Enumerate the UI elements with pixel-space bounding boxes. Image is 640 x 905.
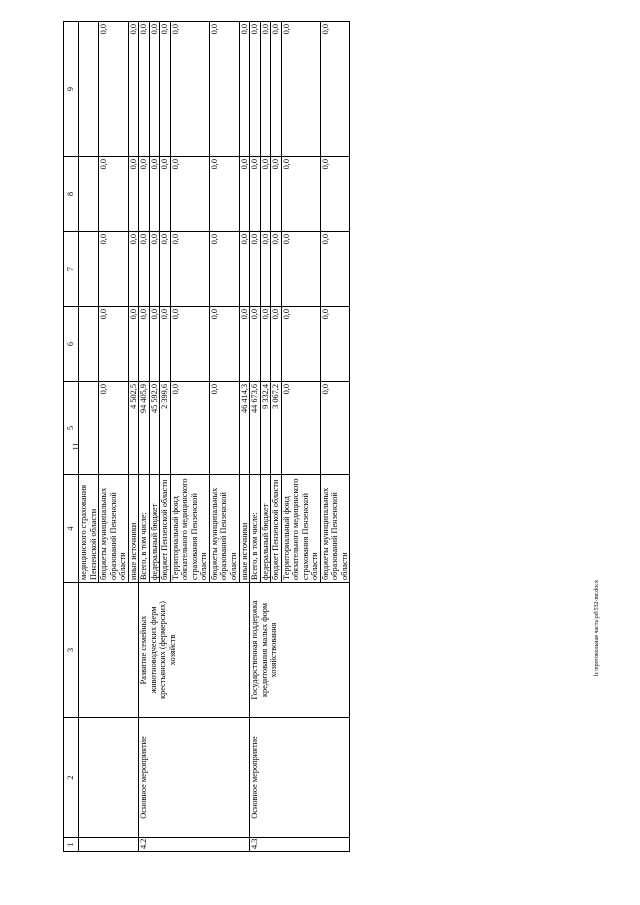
value-col-9: 0,0 [149,22,160,157]
value-col-5: 3 067,2 [271,382,282,475]
value-col-7 [79,232,99,307]
value-col-7: 0,0 [209,232,239,307]
value-col-9: 0,0 [139,22,150,157]
source-cell: бюджеты муниципальных образований Пензенской области [209,475,239,583]
value-col-5: 0,0 [170,382,209,475]
column-number-row [64,22,79,852]
value-col-9: 0,0 [271,22,282,157]
value-col-5: 0,0 [281,382,320,475]
table-row [250,22,261,852]
col-num-3: 3 [64,583,79,718]
value-col-7: 0,0 [260,232,271,307]
value-col-8: 0,0 [320,157,350,232]
source-cell: Территориальный фонд обязательного медицинского страхования Пензенской области [281,475,320,583]
value-col-5: 4 502,5 [128,382,139,475]
value-col-6: 0,0 [170,307,209,382]
value-col-5: 0,0 [320,382,350,475]
value-col-6: 0,0 [281,307,320,382]
value-col-5: 9 332,4 [260,382,271,475]
funding-table [63,21,350,852]
value-col-5: 94 405,9 [139,382,150,475]
value-col-7: 0,0 [149,232,160,307]
rotated-page-content [63,22,623,852]
value-col-9: 0,0 [160,22,171,157]
col-num-1: 1 [64,838,79,852]
num-cell: 4.2. [139,838,250,852]
value-col-7: 0,0 [320,232,350,307]
value-col-5: 2 399,6 [160,382,171,475]
value-col-7: 0,0 [128,232,139,307]
value-col-9: 0,0 [209,22,239,157]
value-col-5: 45 592,0 [149,382,160,475]
col-num-9: 9 [64,22,79,157]
table-body [64,22,350,852]
source-cell: федеральный бюджет [260,475,271,583]
value-col-8: 0,0 [160,157,171,232]
source-cell: бюджет Пензенской области [271,475,282,583]
value-col-7: 0,0 [99,232,129,307]
value-col-6: 0,0 [209,307,239,382]
num-cell: 4.3. [250,838,350,852]
value-col-6: 0,0 [149,307,160,382]
col-num-4: 4 [64,475,79,583]
value-col-6: 0,0 [239,307,250,382]
value-col-7: 0,0 [160,232,171,307]
num-cell [79,838,139,852]
value-col-9: 0,0 [260,22,271,157]
value-col-7: 0,0 [271,232,282,307]
value-col-7: 0,0 [250,232,261,307]
source-cell: Территориальный фонд обязательного медицинского страхования Пензенской области [170,475,209,583]
value-col-7: 0,0 [281,232,320,307]
value-col-9: 0,0 [170,22,209,157]
value-col-6: 0,0 [320,307,350,382]
type-cell: Основное мероприятие [139,718,250,838]
value-col-9: 0,0 [281,22,320,157]
col-num-2: 2 [64,718,79,838]
value-col-8: 0,0 [260,157,271,232]
value-col-9: 0,0 [250,22,261,157]
source-cell: бюджеты муниципальных образований Пензенской области [99,475,129,583]
value-col-8: 0,0 [250,157,261,232]
name-cell [79,583,139,718]
value-col-5 [79,382,99,475]
value-col-8: 0,0 [209,157,239,232]
source-cell: Всего, в том числе: [139,475,150,583]
type-cell [79,718,139,838]
value-col-6: 0,0 [260,307,271,382]
value-col-9: 0,0 [128,22,139,157]
value-col-8: 0,0 [281,157,320,232]
value-col-6 [79,307,99,382]
value-col-6: 0,0 [128,307,139,382]
value-col-8: 0,0 [239,157,250,232]
source-cell: федеральный бюджет [149,475,160,583]
footer-file-path: h:\протокольная часть\pd\532-mr.docx [594,580,600,676]
value-col-9: 0,0 [320,22,350,157]
source-cell: бюджеты муниципальных образований Пензенской области [320,475,350,583]
type-cell: Основное мероприятие [250,718,350,838]
value-col-5: 0,0 [99,382,129,475]
col-num-5: 5 [64,382,79,475]
value-col-8: 0,0 [139,157,150,232]
source-cell: иные источники [128,475,139,583]
value-col-8 [79,157,99,232]
value-col-8: 0,0 [128,157,139,232]
value-col-8: 0,0 [149,157,160,232]
source-cell: Всего, в том числе: [250,475,261,583]
name-cell: Государственная поддержка кредитования малых форм хозяйствования [250,583,350,718]
name-cell: Развитие семейных животноводческих ферм крестьянских (фермерских) хозяйств [139,583,250,718]
value-col-8: 0,0 [170,157,209,232]
page-number: 11 [71,442,81,451]
value-col-9: 0,0 [239,22,250,157]
value-col-6: 0,0 [250,307,261,382]
source-cell: иные источники [239,475,250,583]
value-col-7: 0,0 [170,232,209,307]
value-col-5: 44 673,6 [250,382,261,475]
value-col-5: 46 414,3 [239,382,250,475]
value-col-7: 0,0 [239,232,250,307]
col-num-7: 7 [64,232,79,307]
value-col-8: 0,0 [271,157,282,232]
value-col-5: 0,0 [209,382,239,475]
value-col-6: 0,0 [139,307,150,382]
value-col-9: 0,0 [99,22,129,157]
value-col-6: 0,0 [99,307,129,382]
value-col-6: 0,0 [160,307,171,382]
value-col-8: 0,0 [99,157,129,232]
col-num-6: 6 [64,307,79,382]
value-col-6: 0,0 [271,307,282,382]
source-cell: бюджет Пензенской области [160,475,171,583]
table-row [139,22,150,852]
source-cell: медицинского страхования Пензенской области [79,475,99,583]
value-col-9 [79,22,99,157]
value-col-7: 0,0 [139,232,150,307]
table-row [79,22,99,852]
col-num-8: 8 [64,157,79,232]
